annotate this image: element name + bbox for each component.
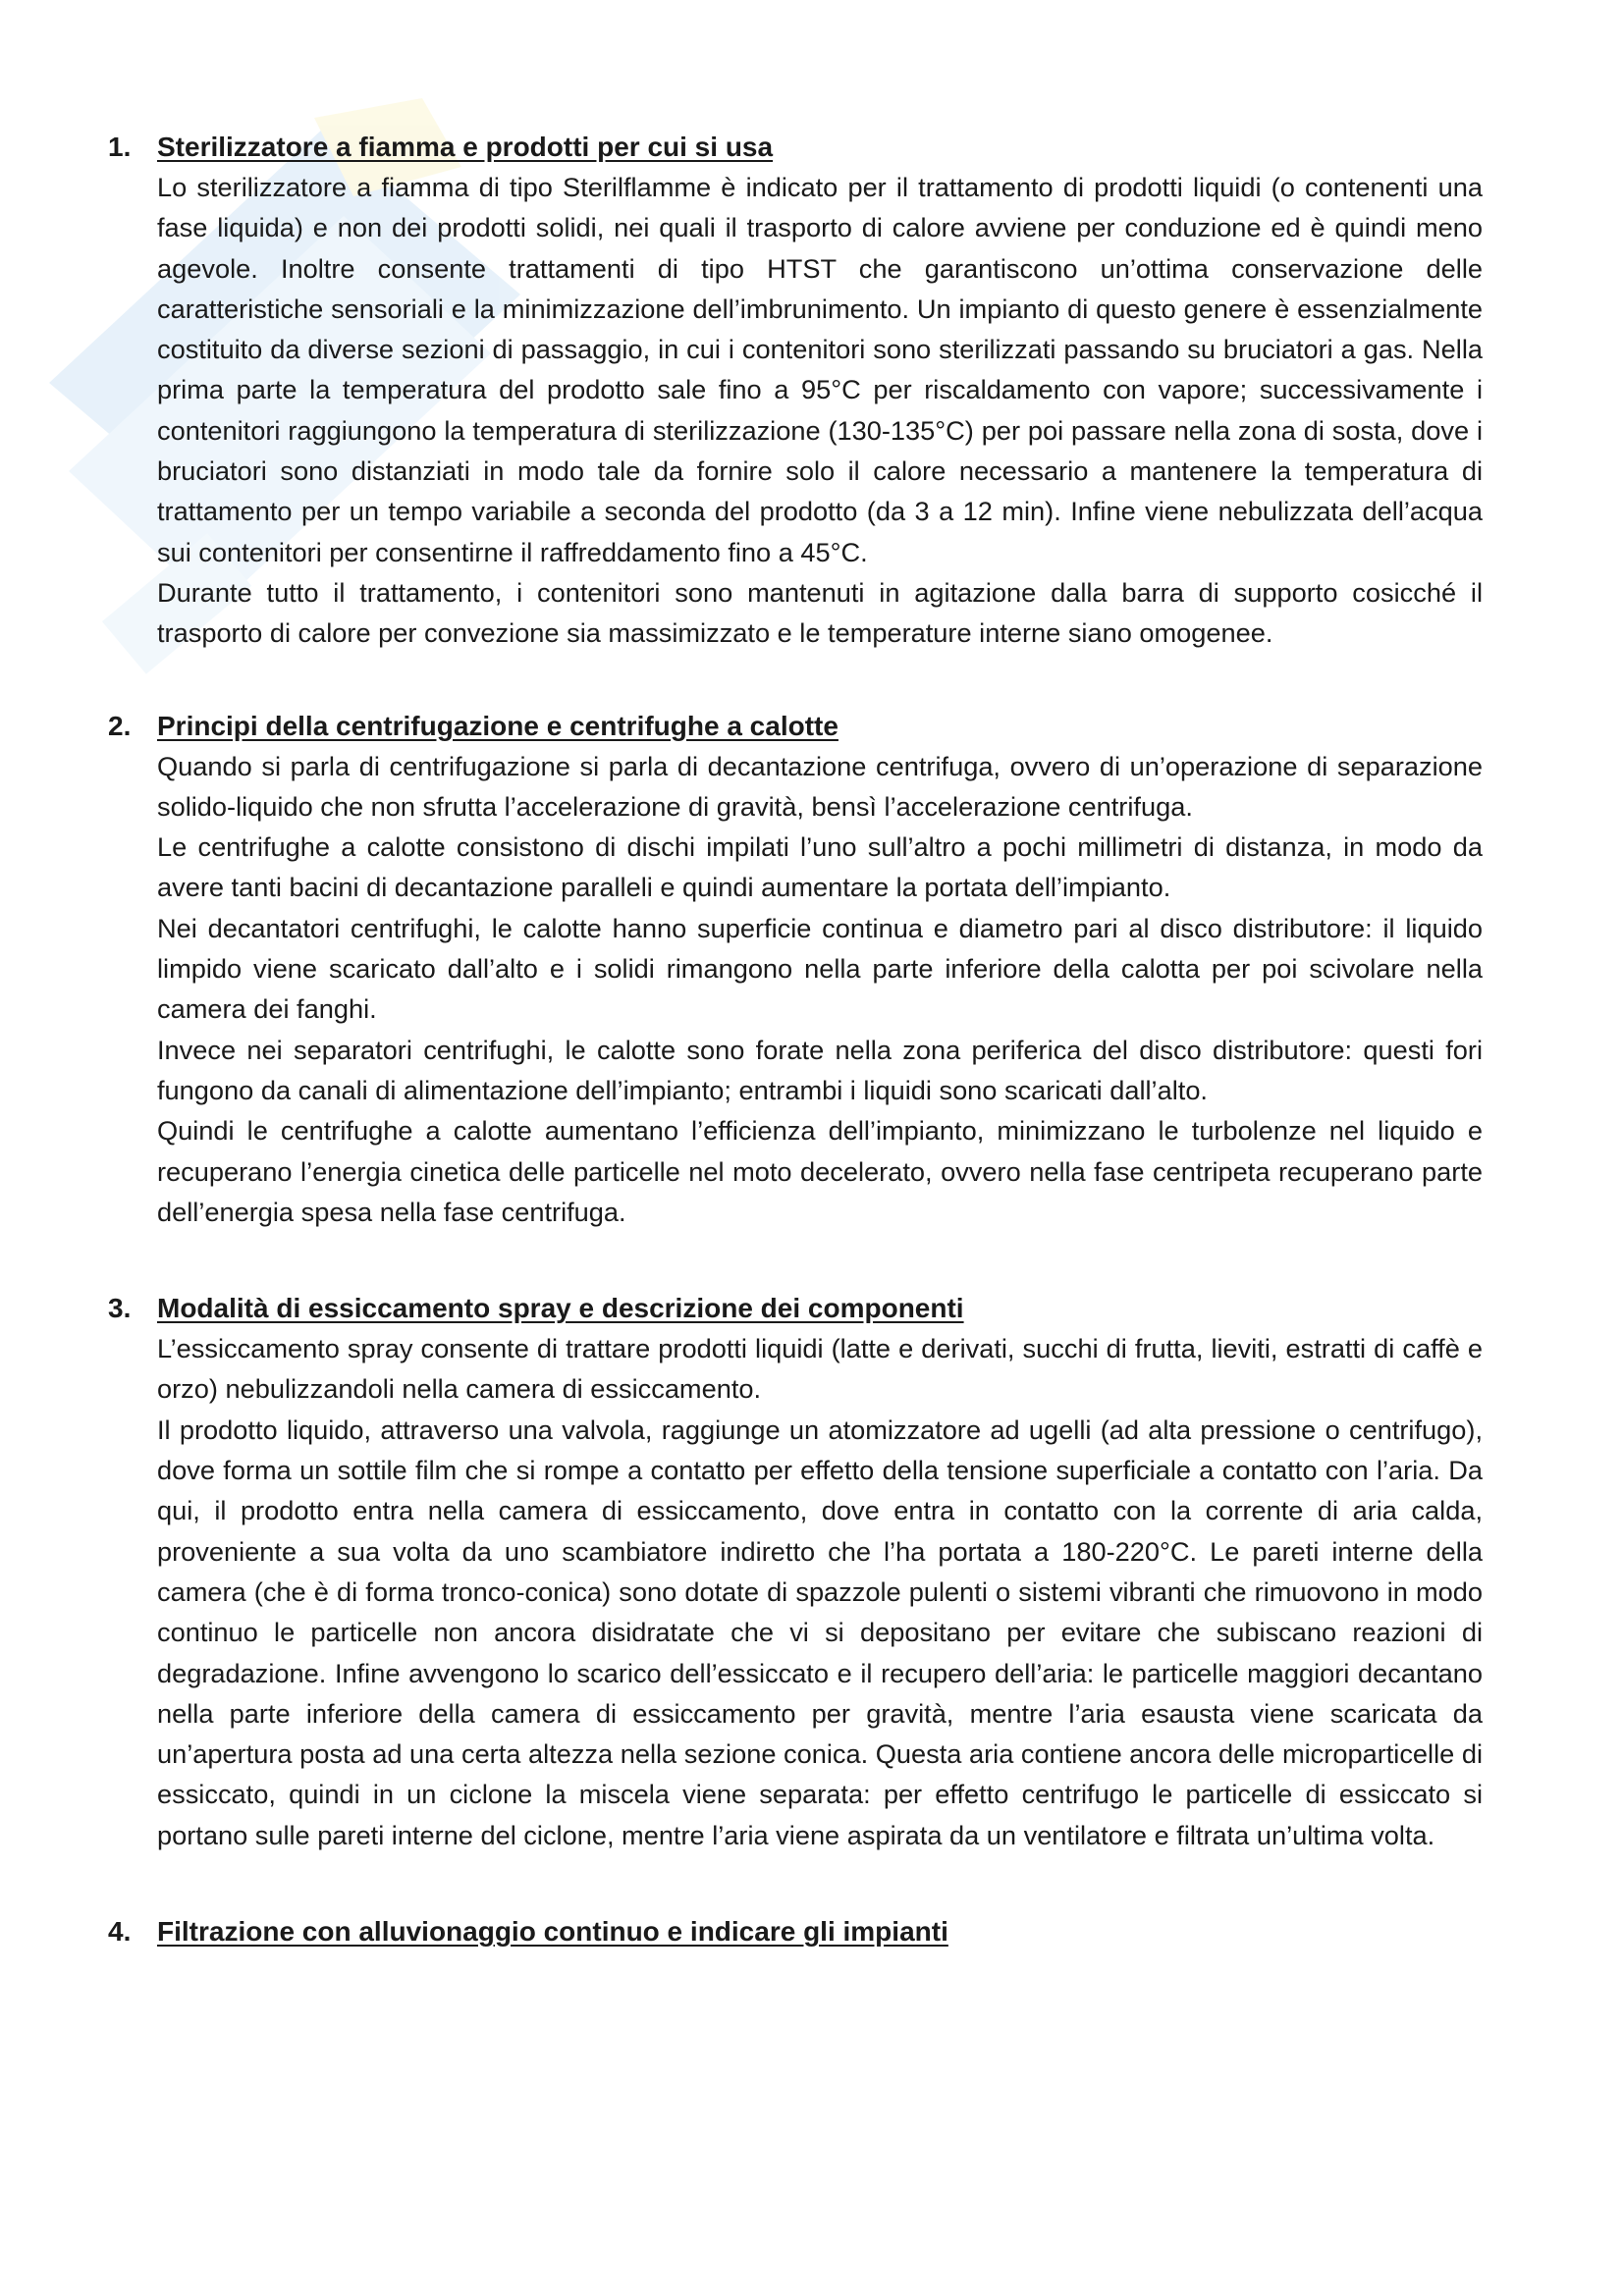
section-number: 3. [108,1293,132,1324]
section-heading [108,707,1483,746]
section-body [157,746,1483,1233]
section-body [157,167,1483,654]
paragraph: Quando si parla di centrifugazione si parla di decantazione centrifuga, ovvero di un’operazione di separazione solido-liquido che non sfrutta l’accelerazione di gravità, bensì l’accelerazione centrifuga. [157,750,1483,822]
paragraph: Durante tutto il trattamento, i contenitori sono mantenuti in agitazione dalla barra di supporto cosicché il trasporto di calore per convezione sia massimizzato e le temperature interne siano omogenee. [157,576,1483,649]
paragraph: Quindi le centrifughe a calotte aumentano l’efficienza dell’impianto, minimizzano le turbolenze nel liquido e recuperano l’energia cinetica delle particelle nel moto decelerato, ovvero nella fase centripeta recuperano parte dell’energia spesa nella fase centrifuga. [157,1115,1483,1227]
section-2 [108,707,1483,1233]
section-title: Filtrazione con alluvionaggio continuo e indicare gli impianti [157,1915,948,1947]
paragraph: Nei decantatori centrifughi, le calotte hanno superficie continua e diametro pari al disco distributore: il liquido limpido viene scaricato dall’alto e i solidi rimangono nella parte inferiore della calotta per poi scivolare nella camera dei fanghi. [157,912,1483,1025]
section-number: 2. [108,710,132,741]
paragraph: Il prodotto liquido, attraverso una valvola, raggiunge un atomizzatore ad ugelli (ad alta pressione o centrifugo), dove forma un sottile film che si rompe a contatto per effetto della tensione superficiale a contatto con l’aria. Da qui, il prodotto entra nella camera di essiccamento, dove entra in contatto con la corrente di aria calda, proveniente a sua volta da uno scambiatore indiretto che l’ha portata a 180-220°C. Le pareti interne della camera (che è di forma tronco-conica) sono dotate di spazzole pulenti o sistemi vibranti che rimuovono in modo continuo le particelle non ancora disidratate che vi si depositano per evitare che subiscano reazioni di degradazione. Infine avvengono lo scarico dell’essiccato e il recupero dell’aria: le particelle maggiori decantano nella parte inferiore della camera di essiccamento per gravità, mentre l’aria esausta viene scaricata da un’apertura posta ad una certa altezza nella sezione conica. Questa aria contiene ancora delle microparticelle di essiccato, quindi in un ciclone la miscela viene separata: per effetto centrifugo le particelle di essiccato si portano sulle pareti interne del ciclone, mentre l’aria viene aspirata da un ventilatore e filtrata un’ultima volta. [157,1414,1483,1850]
section-title: Modalità di essiccamento spray e descrizione dei componenti [157,1293,964,1324]
section-heading [108,1912,1483,1951]
paragraph: Le centrifughe a calotte consistono di dischi impilati l’uno sull’altro a pochi millimetri di distanza, in modo da avere tanti bacini di decantazione paralleli e quindi aumentare la portata dell’impianto. [157,831,1483,903]
document-content [108,128,1483,2008]
section-title: Sterilizzatore a fiamma e prodotti per cui si usa [157,132,774,162]
section-title: Principi della centrifugazione e centrifughe a calotte [157,710,839,741]
section-4 [108,1912,1483,1951]
section-heading [108,1289,1483,1328]
section-heading [108,128,1483,167]
section-1 [108,128,1483,654]
paragraph: Invece nei separatori centrifughi, le calotte sono forate nella zona periferica del disco distributore: questi fori fungono da canali di alimentazione dell’impianto; entrambi i liquidi sono scaricati dall’alto. [157,1034,1483,1105]
section-3 [108,1289,1483,1855]
section-number: 4. [108,1915,132,1947]
section-body [157,1328,1483,1855]
section-number: 1. [108,132,132,162]
paragraph: L’essiccamento spray consente di trattare prodotti liquidi (latte e derivati, succhi di frutta, lieviti, estratti di caffè e orzo) nebulizzandoli nella camera di essiccamento. [157,1333,1483,1405]
paragraph: Lo sterilizzatore a fiamma di tipo Sterilflamme è indicato per il trattamento di prodotti liquidi (o contenenti una fase liquida) e non dei prodotti solidi, nei quali il trasporto di calore avviene per conduzione ed è quindi meno agevole. Inoltre consente trattamenti di tipo HTST che garantiscono un’ottima conservazione delle caratteristiche sensoriali e la minimizzazione dell’imbrunimento. Un impianto di questo genere è essenzialmente costituito da diverse sezioni di passaggio, in cui i contenitori sono sterilizzati passando su bruciatori a gas. Nella prima parte la temperatura del prodotto sale fino a 95°C per riscaldamento con vapore; successivamente i contenitori raggiungono la temperatura di sterilizzazione (130-135°C) per poi passare nella zona di sosta, dove i bruciatori sono distanziati in modo tale da fornire solo il calore necessario a mantenere la temperatura di trattamento per un tempo variabile a seconda del prodotto (da 3 a 12 min). Infine viene nebulizzata dell’acqua sui contenitori per consentirne il raffreddamento fino a 45°C. [157,172,1483,567]
